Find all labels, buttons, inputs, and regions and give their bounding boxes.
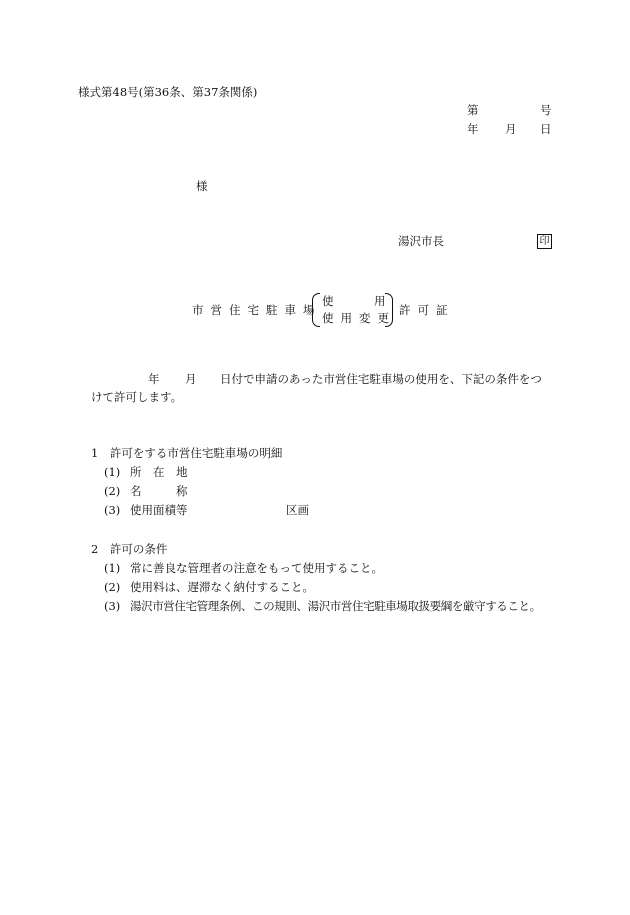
section1-item-label: 所 在 地: [130, 465, 188, 479]
section2-item-num: (1): [104, 561, 121, 575]
date-year-label: 年: [467, 122, 479, 136]
section2-item-text: 湯沢市営住宅管理条例、この規則、湯沢市営住宅駐車場取扱要綱を厳守すること。: [130, 599, 541, 613]
title-prefix: 市営住宅駐車場: [192, 303, 322, 317]
doc-number-prefix: 第: [467, 103, 479, 117]
section1-item-label: 名 称: [130, 484, 188, 498]
title-option-use-a: 使: [322, 294, 334, 308]
section2-item-num: (3): [104, 599, 121, 613]
date-month-label: 月: [505, 122, 517, 136]
title-left-brace: [312, 293, 320, 327]
body-text-line-2: けて許可します。: [91, 390, 183, 404]
section1-heading: 1 許可をする市営住宅駐車場の明細: [91, 446, 283, 460]
title-option-use-b: 用: [374, 294, 386, 308]
section2-heading: 2 許可の条件: [91, 542, 168, 556]
section2-item-num: (2): [104, 580, 121, 594]
date-day-label: 日: [540, 122, 552, 136]
section2-item-text: 使用料は、遅滞なく納付すること。: [130, 580, 314, 594]
seal-mark: 印: [537, 234, 552, 249]
body-month-label: 月: [185, 372, 197, 386]
section1-item-num: (2): [104, 484, 121, 498]
issuer-name: 湯沢市長: [398, 234, 444, 248]
section1-item-num: (1): [104, 465, 121, 479]
title-suffix: 許可証: [399, 303, 455, 317]
title-right-brace: [385, 293, 393, 327]
body-year-label: 年: [148, 372, 160, 386]
section2-item-text: 常に善良な管理者の注意をもって使用すること。: [130, 561, 383, 575]
area-unit-label: 区画: [286, 503, 309, 517]
form-number: 様式第48号(第36条、第37条関係): [78, 85, 258, 99]
section1-item-num: (3): [104, 503, 121, 517]
section1-item-label: 使用面積等: [130, 503, 188, 517]
doc-number-suffix: 号: [540, 103, 552, 117]
addressee-honorific: 様: [196, 179, 208, 193]
body-text-line-1: 日付で申請のあった市営住宅駐車場の使用を、下記の条件をつ: [220, 372, 542, 386]
title-option-change: 使用変更: [322, 311, 396, 325]
